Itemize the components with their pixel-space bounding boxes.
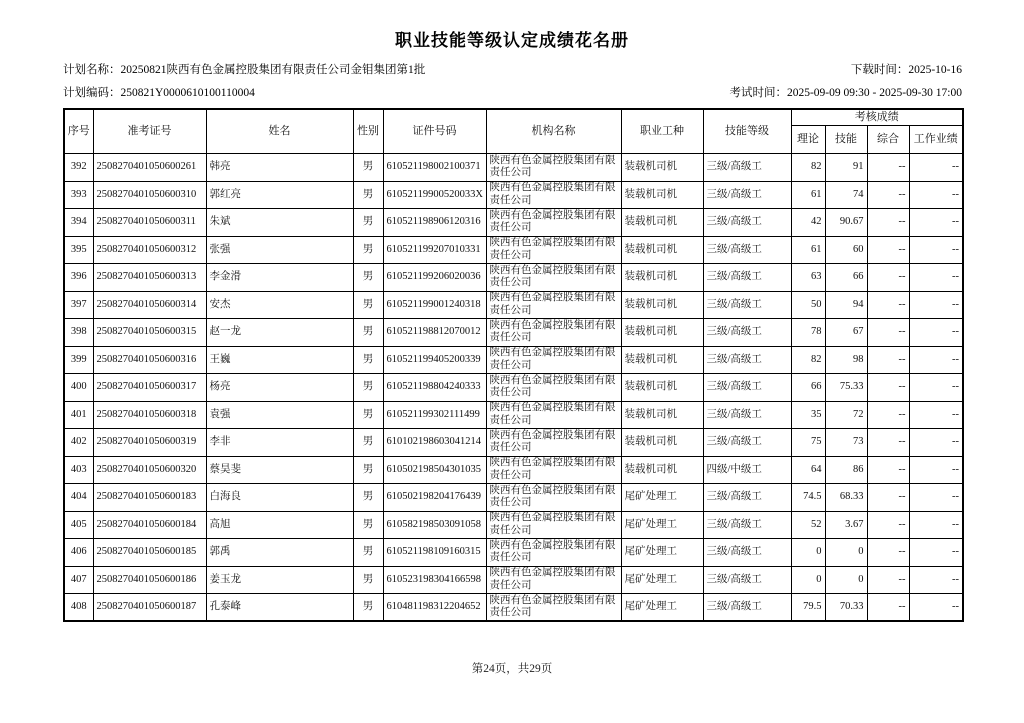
cell-org: 陕西有色金属控股集团有限责任公司 xyxy=(486,181,621,209)
cell-skill: 74 xyxy=(825,181,867,209)
cell-seq: 392 xyxy=(64,154,93,182)
table-body xyxy=(64,154,963,622)
cell-level: 四级/中级工 xyxy=(703,456,791,484)
cell-id-no: 610502198204176439 xyxy=(383,484,486,512)
header-skill: 技能 xyxy=(825,126,867,154)
cell-id-no: 610521199207010331 xyxy=(383,236,486,264)
cell-name: 王巍 xyxy=(206,346,353,374)
plan-code-label: 计划编码： xyxy=(63,87,121,99)
cell-seq: 403 xyxy=(64,456,93,484)
cell-skill: 3.67 xyxy=(825,511,867,539)
cell-work: -- xyxy=(909,154,963,182)
exam-time xyxy=(729,84,962,100)
cell-skill: 72 xyxy=(825,401,867,429)
cell-comprehensive: -- xyxy=(867,236,909,264)
cell-skill: 90.67 xyxy=(825,209,867,237)
cell-org: 陕西有色金属控股集团有限责任公司 xyxy=(486,236,621,264)
cell-level: 三级/高级工 xyxy=(703,346,791,374)
cell-org: 陕西有色金属控股集团有限责任公司 xyxy=(486,264,621,292)
cell-comprehensive: -- xyxy=(867,401,909,429)
cell-comprehensive: -- xyxy=(867,566,909,594)
header-org: 机构名称 xyxy=(486,109,621,154)
cell-level: 三级/高级工 xyxy=(703,594,791,622)
cell-seq: 393 xyxy=(64,181,93,209)
cell-name: 李金滑 xyxy=(206,264,353,292)
table-row xyxy=(64,319,963,347)
cell-work: -- xyxy=(909,319,963,347)
cell-theory: 35 xyxy=(791,401,825,429)
cell-level: 三级/高级工 xyxy=(703,429,791,457)
cell-name: 朱斌 xyxy=(206,209,353,237)
cell-occupation: 装载机司机 xyxy=(621,319,703,347)
cell-comprehensive: -- xyxy=(867,291,909,319)
cell-org: 陕西有色金属控股集团有限责任公司 xyxy=(486,374,621,402)
cell-comprehensive: -- xyxy=(867,539,909,567)
download-time-label: 下载时间： xyxy=(850,64,909,76)
cell-occupation: 装载机司机 xyxy=(621,374,703,402)
cell-id-no: 61052119900520033X xyxy=(383,181,486,209)
cell-name: 赵一龙 xyxy=(206,319,353,347)
cell-level: 三级/高级工 xyxy=(703,209,791,237)
cell-work: -- xyxy=(909,346,963,374)
cell-comprehensive: -- xyxy=(867,374,909,402)
cell-admission-no: 2508270401050600318 xyxy=(93,401,206,429)
cell-admission-no: 2508270401050600187 xyxy=(93,594,206,622)
cell-comprehensive: -- xyxy=(867,319,909,347)
cell-id-no: 610481198312204652 xyxy=(383,594,486,622)
cell-gender: 男 xyxy=(353,511,383,539)
cell-work: -- xyxy=(909,539,963,567)
exam-time-label: 考试时间： xyxy=(729,87,787,99)
cell-work: -- xyxy=(909,401,963,429)
cell-admission-no: 2508270401050600186 xyxy=(93,566,206,594)
header-scores-group: 考核成绩 xyxy=(791,109,963,126)
cell-id-no: 610521199206020036 xyxy=(383,264,486,292)
cell-theory: 63 xyxy=(791,264,825,292)
cell-level: 三级/高级工 xyxy=(703,319,791,347)
cell-comprehensive: -- xyxy=(867,346,909,374)
cell-comprehensive: -- xyxy=(867,484,909,512)
cell-id-no: 610521198804240333 xyxy=(383,374,486,402)
cell-skill: 73 xyxy=(825,429,867,457)
cell-admission-no: 2508270401050600310 xyxy=(93,181,206,209)
table-row xyxy=(64,291,963,319)
cell-seq: 408 xyxy=(64,594,93,622)
cell-seq: 397 xyxy=(64,291,93,319)
exam-time-value: 2025-09-09 09:30 - 2025-09-30 17:00 xyxy=(786,87,962,99)
cell-seq: 398 xyxy=(64,319,93,347)
table-row xyxy=(64,429,963,457)
cell-name: 姜玉龙 xyxy=(206,566,353,594)
cell-seq: 400 xyxy=(64,374,93,402)
table-row xyxy=(64,456,963,484)
cell-seq: 399 xyxy=(64,346,93,374)
cell-work: -- xyxy=(909,236,963,264)
cell-seq: 407 xyxy=(64,566,93,594)
header-theory: 理论 xyxy=(791,126,825,154)
cell-name: 孔泰峰 xyxy=(206,594,353,622)
cell-org: 陕西有色金属控股集团有限责任公司 xyxy=(486,346,621,374)
cell-org: 陕西有色金属控股集团有限责任公司 xyxy=(486,209,621,237)
cell-gender: 男 xyxy=(353,566,383,594)
cell-seq: 402 xyxy=(64,429,93,457)
table-row xyxy=(64,181,963,209)
cell-admission-no: 2508270401050600319 xyxy=(93,429,206,457)
cell-occupation: 装载机司机 xyxy=(621,154,703,182)
cell-name: 白海良 xyxy=(206,484,353,512)
header-level: 技能等级 xyxy=(703,109,791,154)
cell-gender: 男 xyxy=(353,374,383,402)
cell-theory: 74.5 xyxy=(791,484,825,512)
header-occupation: 职业工种 xyxy=(621,109,703,154)
cell-seq: 395 xyxy=(64,236,93,264)
cell-id-no: 610102198603041214 xyxy=(383,429,486,457)
cell-admission-no: 2508270401050600183 xyxy=(93,484,206,512)
cell-skill: 68.33 xyxy=(825,484,867,512)
plan-code-value: 250821Y0000610100110004 xyxy=(120,87,255,99)
cell-seq: 394 xyxy=(64,209,93,237)
header-name: 姓名 xyxy=(206,109,353,154)
cell-theory: 0 xyxy=(791,539,825,567)
cell-occupation: 尾矿处理工 xyxy=(621,566,703,594)
table-row xyxy=(64,566,963,594)
cell-id-no: 610521199405200339 xyxy=(383,346,486,374)
cell-org: 陕西有色金属控股集团有限责任公司 xyxy=(486,456,621,484)
cell-id-no: 610521198002100371 xyxy=(383,154,486,182)
cell-name: 郭红亮 xyxy=(206,181,353,209)
cell-seq: 396 xyxy=(64,264,93,292)
table-row xyxy=(64,264,963,292)
cell-admission-no: 2508270401050600261 xyxy=(93,154,206,182)
table-row xyxy=(64,401,963,429)
header-id-no: 证件号码 xyxy=(383,109,486,154)
cell-skill: 0 xyxy=(825,566,867,594)
cell-comprehensive: -- xyxy=(867,264,909,292)
cell-name: 郭禹 xyxy=(206,539,353,567)
cell-work: -- xyxy=(909,594,963,622)
cell-occupation: 装载机司机 xyxy=(621,456,703,484)
cell-theory: 79.5 xyxy=(791,594,825,622)
cell-work: -- xyxy=(909,374,963,402)
cell-comprehensive: -- xyxy=(867,181,909,209)
cell-skill: 70.33 xyxy=(825,594,867,622)
cell-id-no: 610523198304166598 xyxy=(383,566,486,594)
cell-admission-no: 2508270401050600311 xyxy=(93,209,206,237)
cell-comprehensive: -- xyxy=(867,511,909,539)
cell-occupation: 尾矿处理工 xyxy=(621,594,703,622)
cell-seq: 404 xyxy=(64,484,93,512)
cell-org: 陕西有色金属控股集团有限责任公司 xyxy=(486,511,621,539)
cell-gender: 男 xyxy=(353,456,383,484)
plan-name-label: 计划名称： xyxy=(63,64,121,76)
cell-org: 陕西有色金属控股集团有限责任公司 xyxy=(486,594,621,622)
cell-seq: 406 xyxy=(64,539,93,567)
table-row xyxy=(64,594,963,622)
cell-name: 高旭 xyxy=(206,511,353,539)
header-work: 工作业绩 xyxy=(909,126,963,154)
cell-admission-no: 2508270401050600315 xyxy=(93,319,206,347)
header-seq: 序号 xyxy=(64,109,93,154)
cell-gender: 男 xyxy=(353,346,383,374)
cell-gender: 男 xyxy=(353,154,383,182)
cell-theory: 78 xyxy=(791,319,825,347)
header-gender: 性别 xyxy=(353,109,383,154)
cell-skill: 66 xyxy=(825,264,867,292)
cell-level: 三级/高级工 xyxy=(703,264,791,292)
cell-skill: 98 xyxy=(825,346,867,374)
cell-level: 三级/高级工 xyxy=(703,566,791,594)
cell-comprehensive: -- xyxy=(867,594,909,622)
cell-org: 陕西有色金属控股集团有限责任公司 xyxy=(486,566,621,594)
cell-occupation: 装载机司机 xyxy=(621,209,703,237)
table-row xyxy=(64,154,963,182)
cell-gender: 男 xyxy=(353,291,383,319)
cell-name: 袁强 xyxy=(206,401,353,429)
cell-admission-no: 2508270401050600320 xyxy=(93,456,206,484)
cell-occupation: 装载机司机 xyxy=(621,429,703,457)
cell-gender: 男 xyxy=(353,484,383,512)
cell-level: 三级/高级工 xyxy=(703,511,791,539)
cell-comprehensive: -- xyxy=(867,154,909,182)
download-time-value: 2025-10-16 xyxy=(908,64,962,76)
cell-name: 安杰 xyxy=(206,291,353,319)
cell-theory: 0 xyxy=(791,566,825,594)
cell-org: 陕西有色金属控股集团有限责任公司 xyxy=(486,429,621,457)
cell-theory: 61 xyxy=(791,236,825,264)
cell-occupation: 尾矿处理工 xyxy=(621,511,703,539)
cell-theory: 66 xyxy=(791,374,825,402)
cell-id-no: 610521198812070012 xyxy=(383,319,486,347)
cell-level: 三级/高级工 xyxy=(703,291,791,319)
cell-occupation: 装载机司机 xyxy=(621,236,703,264)
cell-org: 陕西有色金属控股集团有限责任公司 xyxy=(486,154,621,182)
cell-admission-no: 2508270401050600313 xyxy=(93,264,206,292)
cell-name: 李非 xyxy=(206,429,353,457)
cell-level: 三级/高级工 xyxy=(703,374,791,402)
download-time xyxy=(851,61,962,77)
cell-admission-no: 2508270401050600184 xyxy=(93,511,206,539)
cell-skill: 67 xyxy=(825,319,867,347)
cell-comprehensive: -- xyxy=(867,209,909,237)
cell-admission-no: 2508270401050600314 xyxy=(93,291,206,319)
cell-work: -- xyxy=(909,181,963,209)
cell-occupation: 装载机司机 xyxy=(621,264,703,292)
cell-name: 杨亮 xyxy=(206,374,353,402)
page-title: 职业技能等级认定成绩花名册 xyxy=(395,31,629,50)
table-row xyxy=(64,209,963,237)
table-row xyxy=(64,236,963,264)
cell-gender: 男 xyxy=(353,264,383,292)
cell-gender: 男 xyxy=(353,539,383,567)
cell-gender: 男 xyxy=(353,401,383,429)
cell-level: 三级/高级工 xyxy=(703,181,791,209)
cell-occupation: 装载机司机 xyxy=(621,346,703,374)
cell-skill: 75.33 xyxy=(825,374,867,402)
cell-org: 陕西有色金属控股集团有限责任公司 xyxy=(486,401,621,429)
plan-name-value: 20250821陕西有色金属控股集团有限责任公司金钼集团第1批 xyxy=(120,64,426,76)
cell-theory: 82 xyxy=(791,346,825,374)
cell-level: 三级/高级工 xyxy=(703,539,791,567)
table-row xyxy=(64,346,963,374)
cell-level: 三级/高级工 xyxy=(703,401,791,429)
cell-theory: 61 xyxy=(791,181,825,209)
meta-row-plan-name xyxy=(63,61,962,77)
cell-theory: 52 xyxy=(791,511,825,539)
cell-id-no: 610582198503091058 xyxy=(383,511,486,539)
cell-occupation: 装载机司机 xyxy=(621,291,703,319)
cell-skill: 0 xyxy=(825,539,867,567)
cell-level: 三级/高级工 xyxy=(703,236,791,264)
cell-theory: 42 xyxy=(791,209,825,237)
cell-comprehensive: -- xyxy=(867,456,909,484)
cell-work: -- xyxy=(909,291,963,319)
cell-name: 蔡昊斐 xyxy=(206,456,353,484)
cell-work: -- xyxy=(909,566,963,594)
cell-work: -- xyxy=(909,209,963,237)
cell-name: 韩亮 xyxy=(206,154,353,182)
cell-org: 陕西有色金属控股集团有限责任公司 xyxy=(486,319,621,347)
page-number: 第24页，共29页 xyxy=(471,663,553,675)
cell-comprehensive: -- xyxy=(867,429,909,457)
cell-theory: 50 xyxy=(791,291,825,319)
meta-row-plan-code xyxy=(63,84,962,100)
cell-gender: 男 xyxy=(353,181,383,209)
cell-theory: 64 xyxy=(791,456,825,484)
cell-occupation: 装载机司机 xyxy=(621,401,703,429)
cell-admission-no: 2508270401050600312 xyxy=(93,236,206,264)
cell-level: 三级/高级工 xyxy=(703,154,791,182)
cell-skill: 91 xyxy=(825,154,867,182)
cell-theory: 82 xyxy=(791,154,825,182)
header-admission-no: 准考证号 xyxy=(93,109,206,154)
cell-org: 陕西有色金属控股集团有限责任公司 xyxy=(486,291,621,319)
plan-name xyxy=(63,61,425,77)
cell-seq: 401 xyxy=(64,401,93,429)
cell-skill: 60 xyxy=(825,236,867,264)
cell-work: -- xyxy=(909,484,963,512)
cell-gender: 男 xyxy=(353,594,383,622)
cell-level: 三级/高级工 xyxy=(703,484,791,512)
cell-occupation: 装载机司机 xyxy=(621,181,703,209)
cell-gender: 男 xyxy=(353,209,383,237)
table-row xyxy=(64,374,963,402)
cell-work: -- xyxy=(909,264,963,292)
cell-work: -- xyxy=(909,511,963,539)
cell-occupation: 尾矿处理工 xyxy=(621,539,703,567)
table-row xyxy=(64,511,963,539)
cell-work: -- xyxy=(909,429,963,457)
cell-id-no: 610502198504301035 xyxy=(383,456,486,484)
cell-admission-no: 2508270401050600317 xyxy=(93,374,206,402)
cell-theory: 75 xyxy=(791,429,825,457)
cell-gender: 男 xyxy=(353,236,383,264)
cell-id-no: 610521199302111499 xyxy=(383,401,486,429)
results-table xyxy=(63,108,964,622)
cell-seq: 405 xyxy=(64,511,93,539)
cell-id-no: 610521198906120316 xyxy=(383,209,486,237)
cell-org: 陕西有色金属控股集团有限责任公司 xyxy=(486,484,621,512)
cell-admission-no: 2508270401050600185 xyxy=(93,539,206,567)
cell-id-no: 610521198109160315 xyxy=(383,539,486,567)
plan-code xyxy=(63,84,255,100)
cell-occupation: 尾矿处理工 xyxy=(621,484,703,512)
cell-admission-no: 2508270401050600316 xyxy=(93,346,206,374)
table-row xyxy=(64,539,963,567)
cell-gender: 男 xyxy=(353,429,383,457)
table-row xyxy=(64,484,963,512)
header-comprehensive: 综合 xyxy=(867,126,909,154)
cell-org: 陕西有色金属控股集团有限责任公司 xyxy=(486,539,621,567)
cell-gender: 男 xyxy=(353,319,383,347)
cell-work: -- xyxy=(909,456,963,484)
cell-skill: 86 xyxy=(825,456,867,484)
cell-skill: 94 xyxy=(825,291,867,319)
cell-name: 张强 xyxy=(206,236,353,264)
cell-id-no: 610521199001240318 xyxy=(383,291,486,319)
